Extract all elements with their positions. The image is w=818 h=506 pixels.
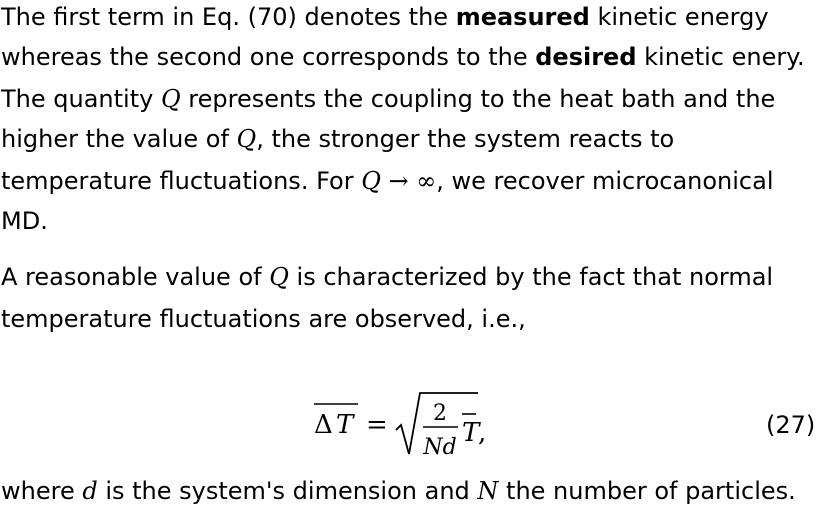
- equation-lhs-variable: T: [336, 410, 354, 440]
- equation-number: (27): [766, 411, 816, 439]
- text-segment: temperature fluctuations are observed, i.e.,: [1, 305, 526, 333]
- fraction-denominator: Nd: [423, 435, 457, 460]
- text-segment: is characterized by the fact that normal: [288, 263, 774, 291]
- math-variable: Q: [269, 263, 289, 291]
- text-segment: , the stronger the system reacts to: [256, 125, 675, 153]
- math-arrow: → ∞: [380, 167, 437, 195]
- equation: [310, 390, 510, 460]
- text-line: [1, 42, 805, 72]
- text-segment: A reasonable value of: [1, 263, 270, 291]
- text-segment: kinetic enery.: [636, 43, 805, 71]
- text-line: [1, 476, 796, 506]
- text-segment: is the system's dimension and: [97, 477, 478, 505]
- text-segment: The quantity: [1, 85, 161, 113]
- text-line: [1, 84, 775, 114]
- math-variable: Q: [361, 167, 381, 195]
- text-segment: MD.: [1, 207, 48, 235]
- text-segment: higher the value of: [1, 125, 237, 153]
- bold-term: desired: [535, 43, 637, 71]
- bold-term: measured: [455, 3, 590, 31]
- text-segment: , we recover microcanonical: [436, 167, 774, 195]
- text-segment: The first term in Eq. (70) denotes the: [1, 3, 456, 31]
- text-line: [1, 262, 773, 292]
- math-variable: d: [82, 477, 98, 505]
- equation-comma: ,: [478, 418, 487, 448]
- math-variable: N: [477, 477, 499, 505]
- fraction-numerator: 2: [433, 401, 447, 426]
- math-variable: Q: [160, 85, 181, 113]
- text-segment: represents the coupling to the heat bath and the: [180, 85, 776, 113]
- text-segment: the number of particles.: [498, 477, 796, 505]
- equation-rhs-variable: T: [462, 418, 480, 448]
- text-line: [1, 304, 526, 334]
- text-segment: temperature fluctuations. For: [1, 167, 362, 195]
- text-line: [1, 206, 48, 236]
- text-segment: kinetic energy: [589, 3, 769, 31]
- text-segment: whereas the second one corresponds to the: [1, 43, 536, 71]
- text-segment: where: [1, 477, 83, 505]
- text-line: [1, 124, 674, 154]
- equation-delta: Δ: [314, 410, 333, 440]
- math-variable: Q: [236, 125, 257, 153]
- text-line: [1, 166, 774, 196]
- equation-equals: =: [366, 410, 388, 440]
- text-line: [1, 2, 769, 32]
